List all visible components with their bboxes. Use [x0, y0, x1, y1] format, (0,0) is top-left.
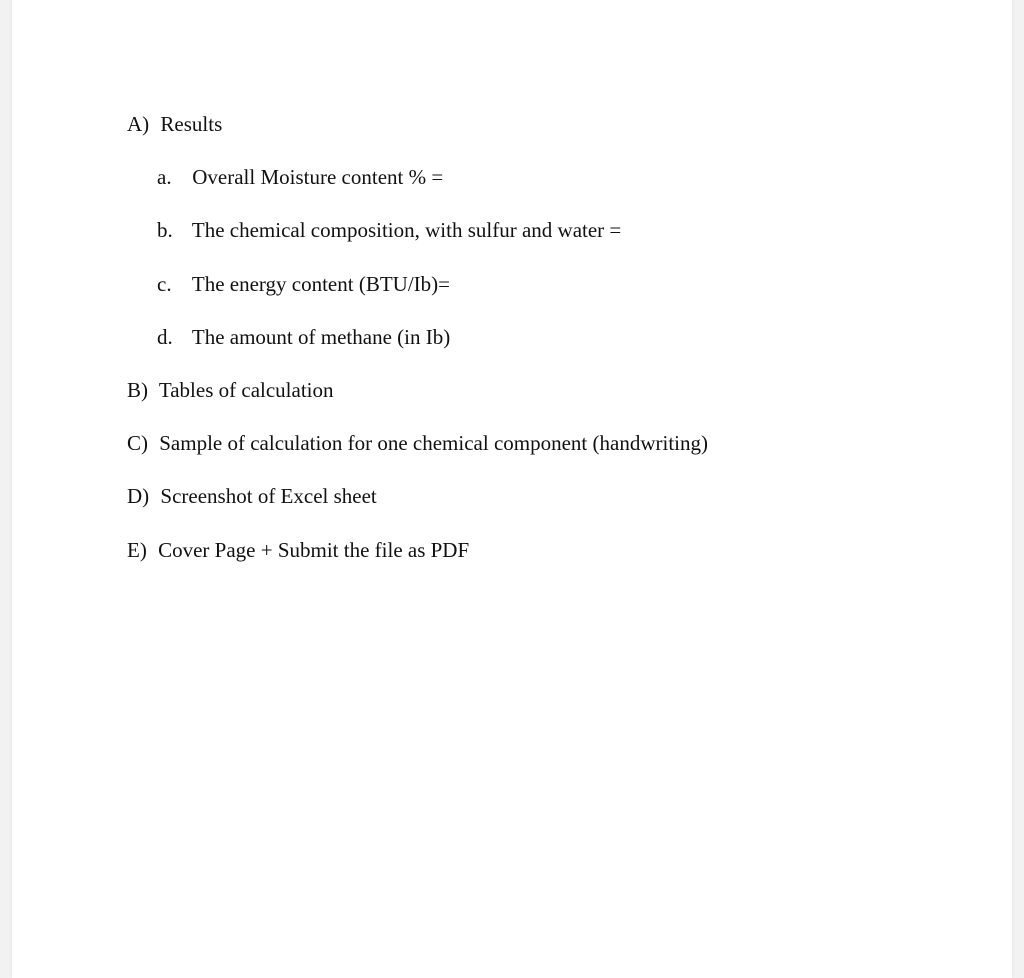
results-item-c-text: The energy content (BTU/Ib)=: [191, 272, 450, 296]
section-b: [127, 380, 334, 401]
section-e-marker: E): [127, 538, 147, 562]
document-page: [12, 0, 1012, 978]
section-b-marker: B): [127, 378, 148, 402]
results-item-d-text: The amount of methane (in Ib): [191, 325, 451, 349]
results-item-b-marker: b.: [157, 218, 173, 242]
results-item-b: [157, 220, 621, 241]
section-d-text: Screenshot of Excel sheet: [160, 484, 377, 508]
results-item-d-marker: d.: [157, 325, 173, 349]
results-item-a-marker: a.: [157, 165, 172, 189]
section-a-marker: A): [127, 112, 150, 136]
results-item-c-marker: c.: [157, 272, 172, 296]
section-a: [127, 114, 222, 135]
results-item-a-text: Overall Moisture content % =: [192, 165, 444, 189]
section-b-text: Tables of calculation: [158, 378, 334, 402]
section-c: [127, 433, 708, 454]
section-a-text: Results: [160, 112, 223, 136]
section-d: [127, 486, 377, 507]
section-d-marker: D): [127, 484, 150, 508]
results-item-c: [157, 274, 450, 295]
results-item-b-text: The chemical composition, with sulfur and water =: [191, 218, 622, 242]
results-item-a: [157, 167, 443, 188]
section-c-text: Sample of calculation for one chemical component (handwriting): [159, 431, 708, 455]
section-e: [127, 540, 469, 561]
section-c-marker: C): [127, 431, 148, 455]
results-item-d: [157, 327, 450, 348]
section-e-text: Cover Page + Submit the file as PDF: [158, 538, 470, 562]
